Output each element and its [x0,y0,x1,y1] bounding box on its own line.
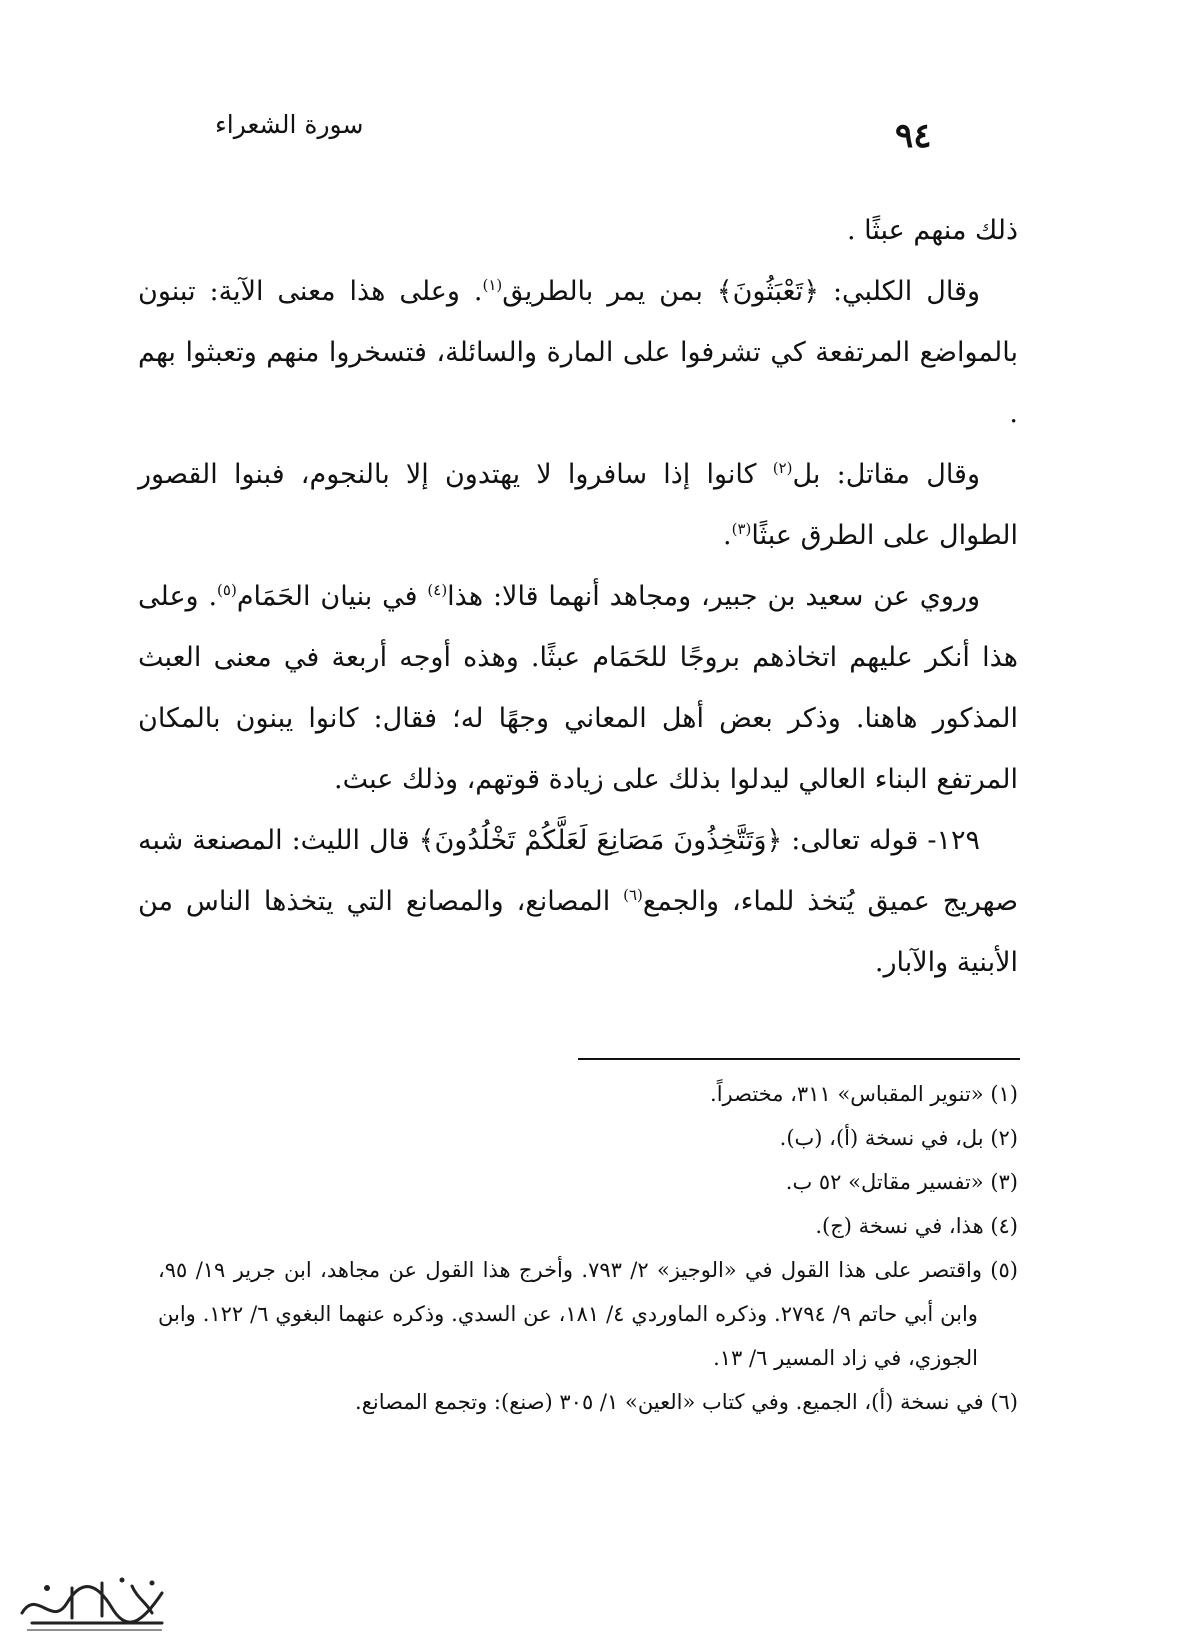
paragraph: ذلك منهم عبثًا . [847,215,1018,246]
footnote-ref: (٦) [623,886,643,904]
footnote-ref: (٤) [427,581,448,599]
footnote-rule [578,1058,1020,1060]
paragraph [138,444,1018,566]
text-run: وقال مقاتل: بل [792,459,980,490]
page-number: ٩٤ [895,116,932,156]
footnote: (١) «تنوير المقباس» ٣١١، مختصراً. [710,1082,1018,1106]
text-run: كانوا إذا سافروا لا يهتدون إلا بالنجوم، فبنوا القصور الطوال على الطرق عبثًا [138,459,1018,551]
footnote: (٤) هذا، في نسخة (ج). [815,1214,1018,1238]
footnote: (٥) واقتصر على هذا القول في «الوجيز» ٢/ ٧٩٣. وأخرج هذا القول عن مجاهد، ابن جرير ١٩/ ٩٥، وابن أبي حاتم ٩/ ٢٧٩٤. وذكره الماوردي ٤/ ١٨١، عن السدي. وذكره عنهما البغوي ٦/ ١٢٢. وابن الجوزي، في زاد المسير ٦/ ١٣. [158,1258,1018,1370]
text-run: في بنيان الحَمَام [236,581,428,612]
footnote-ref: (٣) [731,520,752,538]
text-run: . [723,520,732,551]
text-run: المصانع، والمصانع التي يتخذها الناس من الأبنية والآبار. [138,886,1018,978]
publisher-seal-logo [12,1568,177,1638]
paragraph [138,566,1018,810]
footnote: (٣) «تفسير مقاتل» ٥٢ ب. [785,1170,1018,1194]
body-text [138,200,1018,993]
text-run: وقال الكلبي: ﴿تَعْبَثُونَ﴾ بمن يمر بالطريق [502,276,980,307]
footnote-ref: (٢) [772,459,793,477]
running-header: سورة الشعراء [215,110,364,139]
text-run: وروي عن سعيد بن جبير، ومجاهد أنهما قالا: هذا [447,581,980,612]
paragraph [138,810,1018,993]
footnote: (٦) في نسخة (أ)، الجميع. وفي كتاب «العين» ١/ ٣٠٥ (صنع): وتجمع المصانع. [355,1390,1018,1414]
text-run: . وعلى هذا معنى الآية: تبنون بالمواضع المرتفعة كي تشرفوا على المارة والسائلة، فتسخروا منهم وتعبثوا بهم . [138,276,1018,429]
text-run: . وعلى هذا أنكر عليهم اتخاذهم بروجًا للحَمَام عبثًا. وهذه أوجه أربعة في معنى العبث المذكور هاهنا. وذكر بعض أهل المعاني وجهًا له؛ فقال: كانوا يبنون بالمكان المرتفع البناء العالي ليدلوا بذلك على زيادة قوتهم، وذلك عبث. [138,581,1018,795]
footnote-ref: (٥) [217,581,237,599]
footnote: (٢) بل، في نسخة (أ)، (ب). [779,1126,1018,1150]
footnote-ref: (١) [482,276,503,294]
footnotes [158,1072,1018,1424]
text-run: ١٢٩- قوله تعالى: ﴿وَتَتَّخِذُونَ مَصَانِعَ لَعَلَّكُمْ تَخْلُدُونَ﴾ قال الليث: المصنعة شبه صهريج عميق يُتخذ للماء، والجمع [138,825,1018,917]
paragraph [138,261,1018,444]
